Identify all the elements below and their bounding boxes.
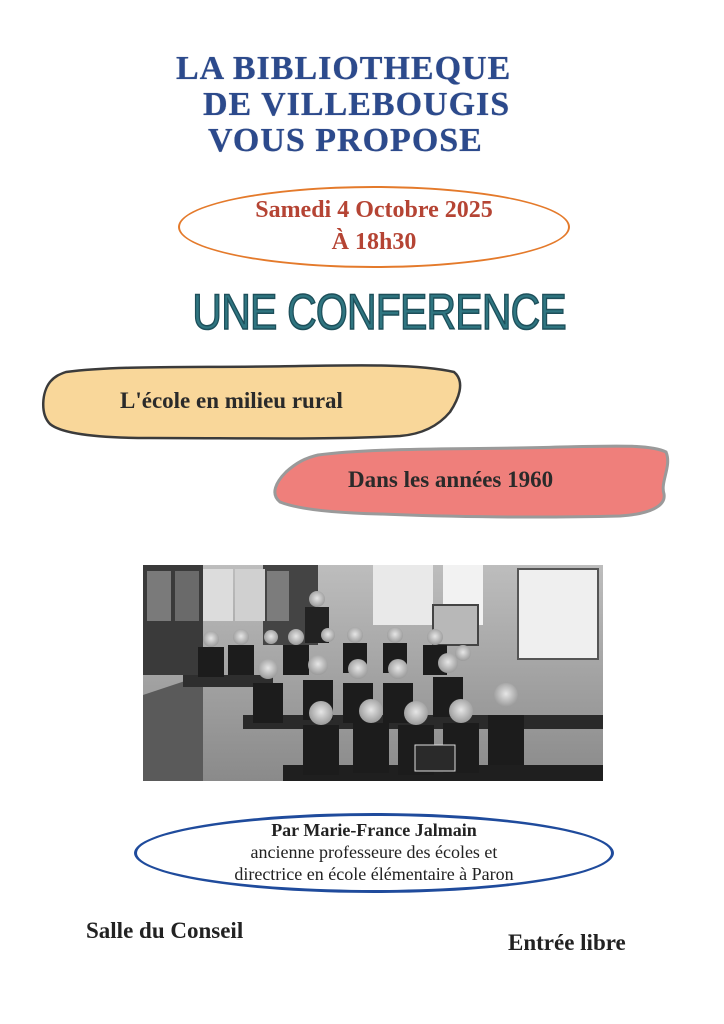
classroom-photo: [143, 565, 603, 781]
speaker-name: Par Marie-France Jalmain: [271, 820, 477, 840]
header-line-1: LA BIBLIOTHEQUE: [176, 50, 512, 87]
event-date: Samedi 4 Octobre 2025: [255, 197, 493, 223]
speaker-role-line-1: ancienne professeure des écoles et: [250, 842, 498, 862]
speaker-info: [134, 819, 614, 885]
topic-period: Dans les années 1960: [348, 467, 554, 492]
entry-label: Entrée libre: [508, 930, 626, 955]
page-title: UNE CONFERENCE: [192, 284, 566, 340]
header-line-3: VOUS PROPOSE: [208, 122, 483, 159]
speaker-role-line-2: directrice en école élémentaire à Paron: [234, 864, 514, 884]
topic-subject: L'école en milieu rural: [120, 388, 343, 413]
venue-label: Salle du Conseil: [86, 918, 244, 943]
event-time: À 18h30: [331, 229, 417, 255]
header-line-2: DE VILLEBOUGIS: [203, 86, 511, 123]
